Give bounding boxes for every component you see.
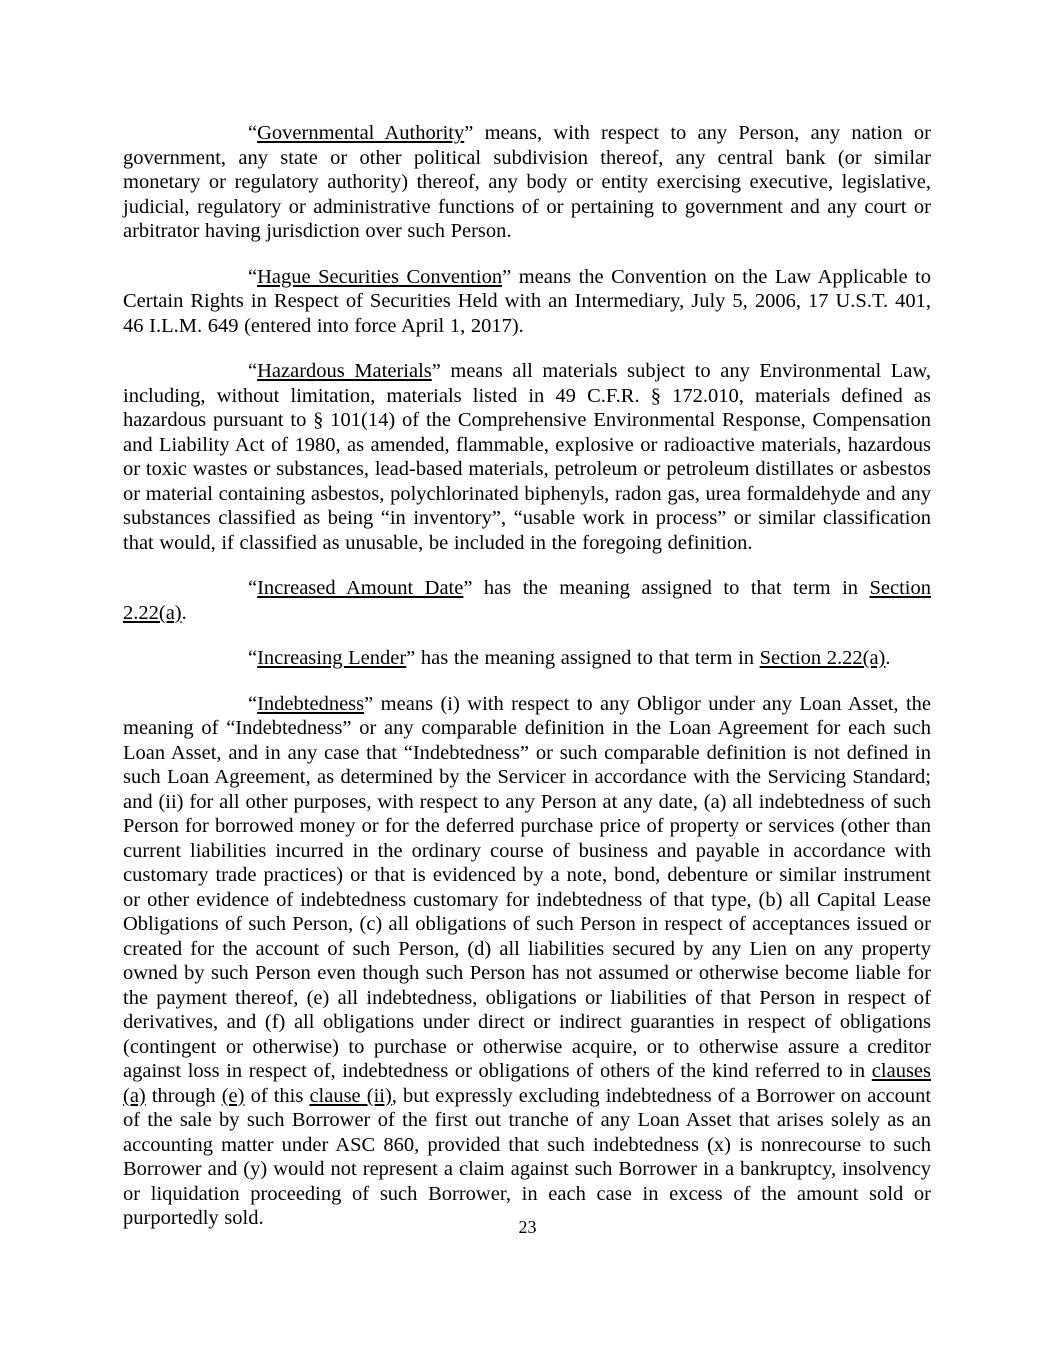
definition-paragraph-increased-amount-date (123, 576, 931, 625)
text-run: ” has the meaning assigned to that term in (406, 647, 760, 669)
definition-paragraph-indebtedness (123, 692, 931, 1231)
underlined-term: Section 2.22(a) (123, 577, 931, 624)
text-run: , but expressly excluding indebtedness of a Borrower on account of the sale by such Borrower of the first out tranche of any Loan Asset that arises solely as an accounting matter under ASC 860, provided that such indebtedness (x) is nonrecourse to such Borrower and (y) would not represent a claim against such Borrower in a bankruptcy, insolvency or liquidation proceeding of such Borrower, in each case in excess of the amount sold or purportedly sold. (123, 1084, 932, 1229)
definition-paragraph-hazardous-materials (123, 359, 931, 555)
text-run: ” has the meaning assigned to that term in (463, 577, 870, 599)
text-run: through (145, 1084, 222, 1107)
text-run: “ (248, 647, 258, 669)
underlined-term: Indebtedness (257, 692, 365, 715)
underlined-term: clause (ii) (309, 1084, 392, 1107)
underlined-term: Increasing Lender (257, 647, 407, 669)
text-run: “ (248, 265, 258, 288)
text-run: “ (248, 360, 258, 382)
underlined-term: (e) (221, 1084, 245, 1107)
underlined-term: clauses (a) (123, 1060, 931, 1107)
text-run: “ (248, 577, 258, 599)
page-number: 23 (518, 1217, 537, 1237)
text-run: ” means all materials subject to any Environmental Law, including, without limitation, materials listed in 49 C.F.R. § 172.010, materials defined as hazardous pursuant to § 101(14) of the Comprehensive Environmental Response, Compensation and Liability Act of 1980, as amended, flammable, explosive or radioactive materials, hazardous or toxic wastes or substances, lead-based materials, petroleum or petroleum distillates or asbestos or material containing asbestos, polychlorinated biphenyls, radon gas, urea formaldehyde and any substances classified as being “in inventory”, “usable work in process” or similar classification that would, if classified as unusable, be included in the foregoing definition. (123, 360, 931, 554)
definition-paragraph-governmental-authority (123, 121, 931, 244)
definition-paragraph-hague-securities-convention (123, 265, 931, 339)
underlined-term: Section 2.22(a) (759, 647, 886, 669)
text-run: . (181, 601, 187, 624)
text-run: . (885, 647, 891, 669)
text-run: ” means the Convention on the Law Applicable to Certain Rights in Respect of Securities Held with an Intermediary, July 5, 2006, 17 U.S.T. 401, 46 I.L.M. 649 (entered into force April 1, 2017). (123, 265, 931, 337)
definition-paragraph-increasing-lender (123, 646, 931, 671)
document-body (123, 121, 931, 1252)
underlined-term: Hazardous Materials (257, 360, 432, 382)
text-run: ” means, with respect to any Person, any nation or government, any state or other political subdivision thereof, any central bank (or similar monetary or regulatory authority) thereof, any body or entity exercising executive, legislative, judicial, regulatory or administrative functions of or pertaining to government and any court or arbitrator having jurisdiction over such Person. (123, 122, 931, 242)
text-run: “ (248, 692, 258, 715)
underlined-term: Increased Amount Date (257, 577, 464, 599)
text-run: “ (248, 122, 258, 144)
underlined-term: Governmental Authority (257, 122, 465, 144)
underlined-term: Hague Securities Convention (257, 265, 503, 288)
text-run: of this (244, 1084, 310, 1107)
text-run: ” means (i) with respect to any Obligor under any Loan Asset, the meaning of “Indebtedness” or any comparable definition in the Loan Agreement for each such Loan Asset, and in any case that “Indebtedness” or such comparable definition is not defined in such Loan Agreement, as determined by the Servicer in accordance with the Servicing Standard; and (ii) for all other purposes, with respect to any Person at any date, (a) all indebtedness of such Person for borrowed money or for the deferred purchase price of property or services (other than current liabilities incurred in the ordinary course of business and payable in accordance with customary trade practices) or that is evidenced by a note, bond, debenture or similar instrument or other evidence of indebtedness customary for indebtedness of that type, (b) all Capital Lease Obligations of such Person, (c) all obligations of such Person in respect of acceptances issued or created for the account of such Person, (d) all liabilities secured by any Lien on any property owned by such Person even though such Person has not assumed or otherwise become liable for the payment thereof, (e) all indebtedness, obligations or liabilities of that Person in respect of derivatives, and (f) all obligations under direct or indirect guaranties in respect of obligations (contingent or otherwise) to purchase or otherwise acquire, or to otherwise assure a creditor against loss in respect of, indebtedness or obligations of others of the kind referred to in (123, 692, 931, 1082)
